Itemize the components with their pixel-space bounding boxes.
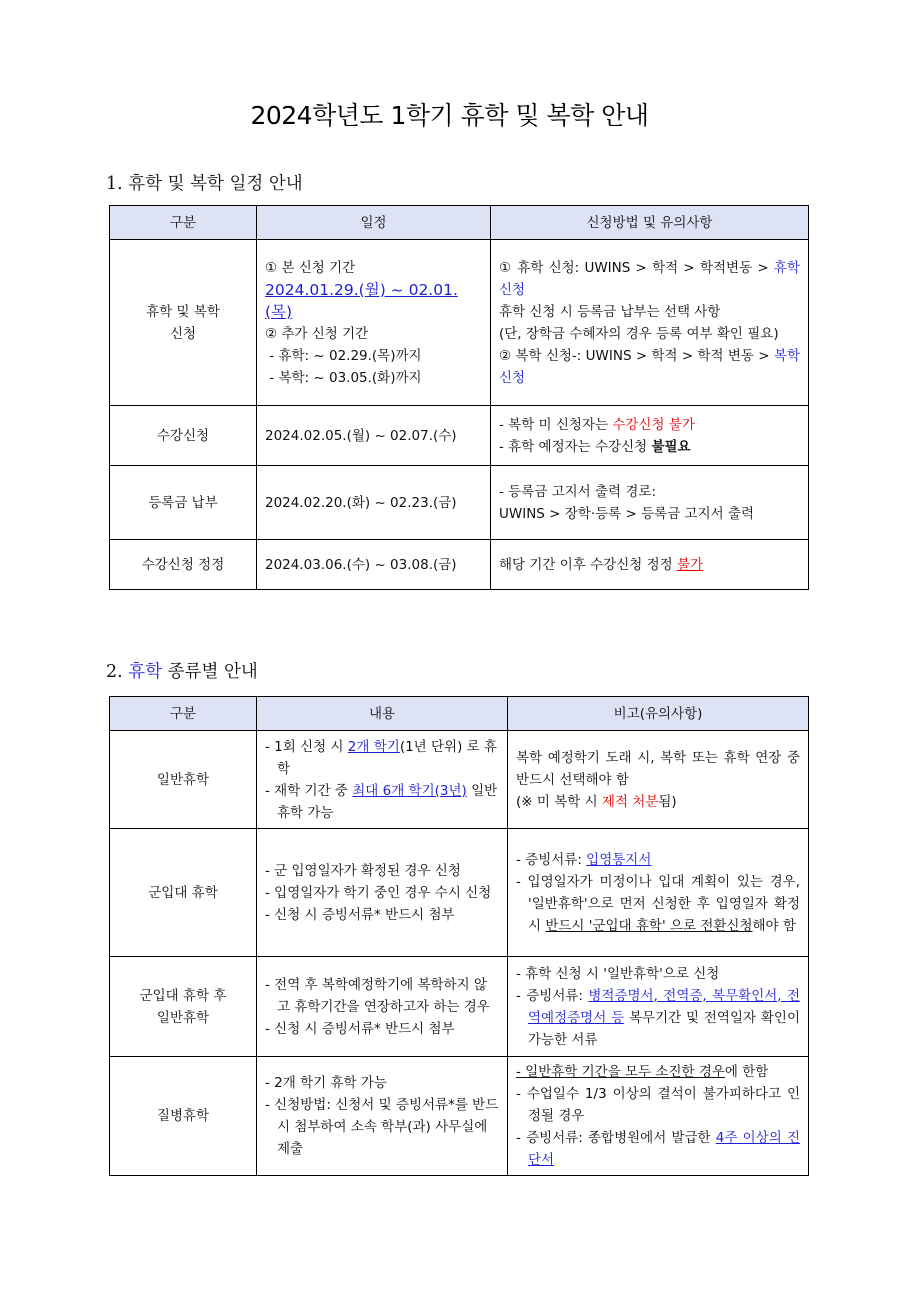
row-schedule: 2024.02.05.(월) ~ 02.07.(수) xyxy=(257,406,491,466)
row-label: 질병휴학 xyxy=(110,1057,257,1176)
row-content: - 전역 후 복학예정학기에 복학하지 않고 휴학기간을 연장하고자 하는 경우 - 신청 시 증빙서류* 반드시 첨부 xyxy=(257,957,508,1057)
row-note: - 등록금 고지서 출력 경로: UWINS > 장학·등록 > 등록금 고지서 출력 xyxy=(491,466,809,540)
table-row xyxy=(110,957,809,1057)
row-label: 군입대 휴학 후 일반휴학 xyxy=(110,957,257,1057)
header-remarks: 비고(유의사항) xyxy=(508,697,809,731)
row-content: - 2개 학기 휴학 가능 - 신청방법: 신청서 및 증빙서류*를 반드시 첨부하여 소속 학부(과) 사무실에 제출 xyxy=(257,1057,508,1176)
row-label: 일반휴학 xyxy=(110,731,257,829)
page-title: 2024학년도 1학기 휴학 및 복학 안내 xyxy=(250,101,649,130)
header-schedule: 일정 xyxy=(257,206,491,240)
table-row xyxy=(110,540,809,590)
schedule-table xyxy=(109,205,809,590)
header-method: 신청방법 및 유의사항 xyxy=(491,206,809,240)
row-label: 수강신청 xyxy=(110,406,257,466)
row-label: 군입대 휴학 xyxy=(110,829,257,957)
leave-application-menu: 휴학신청 xyxy=(499,259,800,298)
section1-heading: 1. 휴학 및 복학 일정 안내 xyxy=(106,174,303,194)
header-category: 구분 xyxy=(110,206,257,240)
row-label: 등록금 납부 xyxy=(110,466,257,540)
schedule-header-row xyxy=(110,206,809,240)
table-row xyxy=(110,466,809,540)
table-row xyxy=(110,240,809,406)
table-row xyxy=(110,829,809,957)
row-content: - 1회 신청 시 2개 학기(1년 단위) 로 휴학 - 재학 기간 중 최대 6개 학기(3년) 일반휴학 가능 xyxy=(257,731,508,829)
leave-type-table xyxy=(109,696,809,1176)
row-label: 수강신청 정정 xyxy=(110,540,257,590)
row-schedule: ① 본 신청 기간 2024.01.29.(월) ~ 02.01.(목) ② 추가 신청 기간 - 휴학: ~ 02.29.(목)까지 - 복학: ~ 03.05.(화)까지 xyxy=(257,240,491,406)
table-row xyxy=(110,1057,809,1176)
row-note: - 일반휴학 기간을 모두 소진한 경우에 한함 - 수업일수 1/3 이상의 결석이 불가피하다고 인정될 경우 - 증빙서류: 종합병원에서 발급한 4주 이상의 진단서 xyxy=(508,1057,809,1176)
row-content: - 군 입영일자가 확정된 경우 신청 - 입영일자가 학기 중인 경우 수시 신청 - 신청 시 증빙서류* 반드시 첨부 xyxy=(257,829,508,957)
row-note: 해당 기간 이후 수강신청 정정 불가 xyxy=(491,540,809,590)
header-content: 내용 xyxy=(257,697,508,731)
section2-heading: 2. 휴학 종류별 안내 xyxy=(106,662,258,682)
row-note: - 복학 미 신청자는 수강신청 불가 - 휴학 예정자는 수강신청 불필요 xyxy=(491,406,809,466)
return-application-menu: 복학신청 xyxy=(499,347,801,386)
row-label: 휴학 및 복학 신청 xyxy=(110,240,257,406)
leave-type-header-row xyxy=(110,697,809,731)
table-row xyxy=(110,406,809,466)
row-note: - 증빙서류: 입영통지서 - 입영일자가 미정이나 입대 계획이 있는 경우, '일반휴학'으로 먼저 신청한 후 입영일자 확정 시 반드시 '군입대 휴학' 으로 전환신청해야 함 xyxy=(508,829,809,957)
row-schedule: 2024.03.06.(수) ~ 03.08.(금) xyxy=(257,540,491,590)
row-note: ① 휴학 신청: UWINS > 학적 > 학적변동 > 휴학신청 휴학 신청 시 등록금 납부는 선택 사항 (단, 장학금 수혜자의 경우 등록 여부 확인 필요) ② 복학 신청-: UWINS > 학적 > 학적 변동 > 복학신청 xyxy=(491,240,809,406)
row-note: 복학 예정학기 도래 시, 복학 또는 휴학 연장 중 반드시 선택해야 함 (※ 미 복학 시 제적 처분됨) xyxy=(508,731,809,829)
main-application-period: 2024.01.29.(월) ~ 02.01.(목) xyxy=(265,280,458,321)
row-schedule: 2024.02.20.(화) ~ 02.23.(금) xyxy=(257,466,491,540)
row-note: - 휴학 신청 시 '일반휴학'으로 신청 - 증빙서류: 병적증명서, 전역증, 복무확인서, 전역예정증명서 등 복무기간 및 전역일자 확인이 가능한 서류 xyxy=(508,957,809,1057)
table-row xyxy=(110,731,809,829)
header-category: 구분 xyxy=(110,697,257,731)
